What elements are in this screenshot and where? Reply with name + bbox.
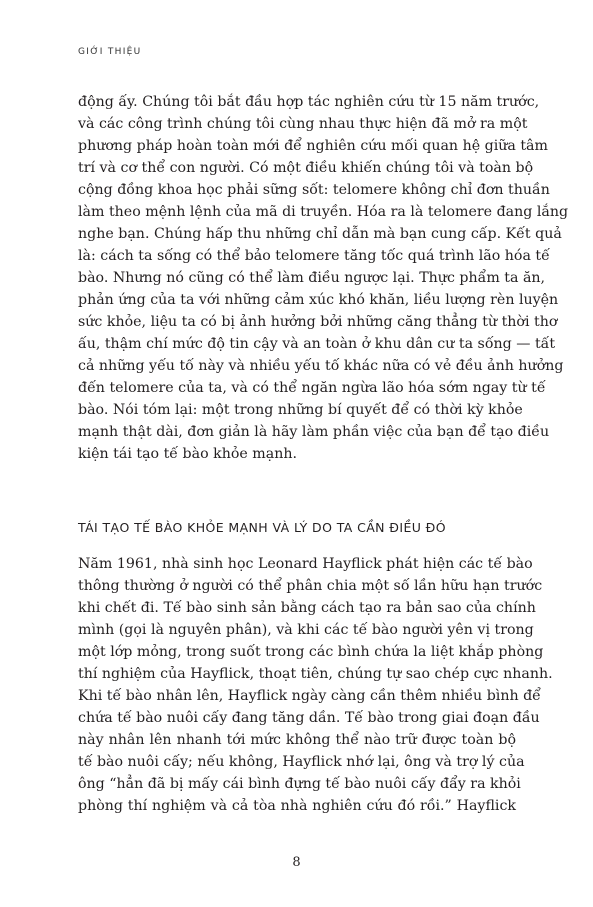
page-number: 8 [292, 855, 301, 870]
paragraph-line: khi chết đi. Tế bào sinh sản bằng cách tạo ra bản sao của chính [78, 600, 536, 616]
paragraph-line: làm theo mệnh lệnh của mã di truyền. Hóa ra là telomere đang lắng [78, 204, 569, 220]
paragraph-line: phương pháp hoàn toàn mới để nghiên cứu mối quan hệ giữa tâm [78, 138, 548, 154]
paragraph-line: Năm 1961, nhà sinh học Leonard Hayflick phát hiện các tế bào [78, 556, 533, 572]
paragraph-line: bào. Nhưng nó cũng có thể làm điều ngược lại. Thực phẩm ta ăn, [78, 270, 546, 286]
paragraph-line: ấu, thậm chí mức độ tin cậy và an toàn ở khu dân cư ta sống — tất [78, 336, 556, 352]
paragraph-line: chứa tế bào nuôi cấy đang tăng dần. Tế bào trong giai đoạn đầu [78, 710, 540, 726]
paragraph-line: là: cách ta sống có thể bảo telomere tăng tốc quá trình lão hóa tế [78, 248, 550, 264]
running-header: GIỚI THIỆU [78, 47, 142, 57]
paragraph-line: sức khỏe, liệu ta có bị ảnh hưởng bởi những căng thẳng từ thời thơ [78, 314, 558, 330]
paragraph-line: thông thường ở người có thể phân chia một số lần hữu hạn trước [78, 578, 543, 594]
paragraph-line: đến telomere của ta, và có thể ngăn ngừa lão hóa sớm ngay từ tế [78, 380, 546, 396]
paragraph-line: một lớp mỏng, trong suốt trong các bình chứa la liệt khắp phòng [78, 644, 544, 660]
paragraph-line: và các công trình chúng tôi cùng nhau thực hiện đã mở ra một [78, 116, 528, 132]
paragraph-line: mình (gọi là nguyên phân), và khi các tế bào người yên vị trong [78, 622, 534, 638]
section-heading: TÁI TẠO TẾ BÀO KHỎE MẠNH VÀ LÝ DO TA CẦN ĐIỀU ĐÓ [78, 520, 447, 535]
paragraph-line: ông “hẳn đã bị mấy cái bình đựng tế bào nuôi cấy đẩy ra khỏi [78, 776, 521, 792]
paragraph-line: nghe bạn. Chúng hấp thu những chỉ dẫn mà bạn cung cấp. Kết quả [78, 226, 562, 242]
paragraph-line: tế bào nuôi cấy; nếu không, Hayflick nhớ lại, ông và trợ lý của [78, 754, 525, 770]
paragraph-line: trí và cơ thể con người. Có một điều khiến chúng tôi và toàn bộ [78, 160, 534, 176]
paragraph-line: thí nghiệm của Hayflick, thoạt tiên, chúng tự sao chép cực nhanh. [78, 666, 553, 682]
paragraph-line: phản ứng của ta với những cảm xúc khó khăn, liều lượng rèn luyện [78, 292, 559, 308]
paragraph-line: phòng thí nghiệm và cả tòa nhà nghiên cứu đó rồi.” Hayflick [78, 798, 516, 814]
paragraph-line: mạnh thật dài, đơn giản là hãy làm phần việc của bạn để tạo điều [78, 424, 550, 440]
paragraph-line: kiện tái tạo tế bào khỏe mạnh. [78, 446, 298, 462]
paragraph-line: cả những yếu tố này và nhiều yếu tố khác nữa có vẻ đều ảnh hưởng [78, 358, 564, 374]
paragraph-line: cộng đồng khoa học phải sững sốt: telomere không chỉ đơn thuần [78, 182, 550, 198]
paragraph-line: Khi tế bào nhân lên, Hayflick ngày càng cần thêm nhiều bình để [78, 688, 541, 704]
paragraph-line: bào. Nói tóm lại: một trong những bí quyết để có thời kỳ khỏe [78, 402, 523, 418]
paragraph-line: động ấy. Chúng tôi bắt đầu hợp tác nghiên cứu từ 15 năm trước, [78, 94, 540, 110]
paragraph-line: này nhân lên nhanh tới mức không thể nào trữ được toàn bộ [78, 732, 516, 748]
